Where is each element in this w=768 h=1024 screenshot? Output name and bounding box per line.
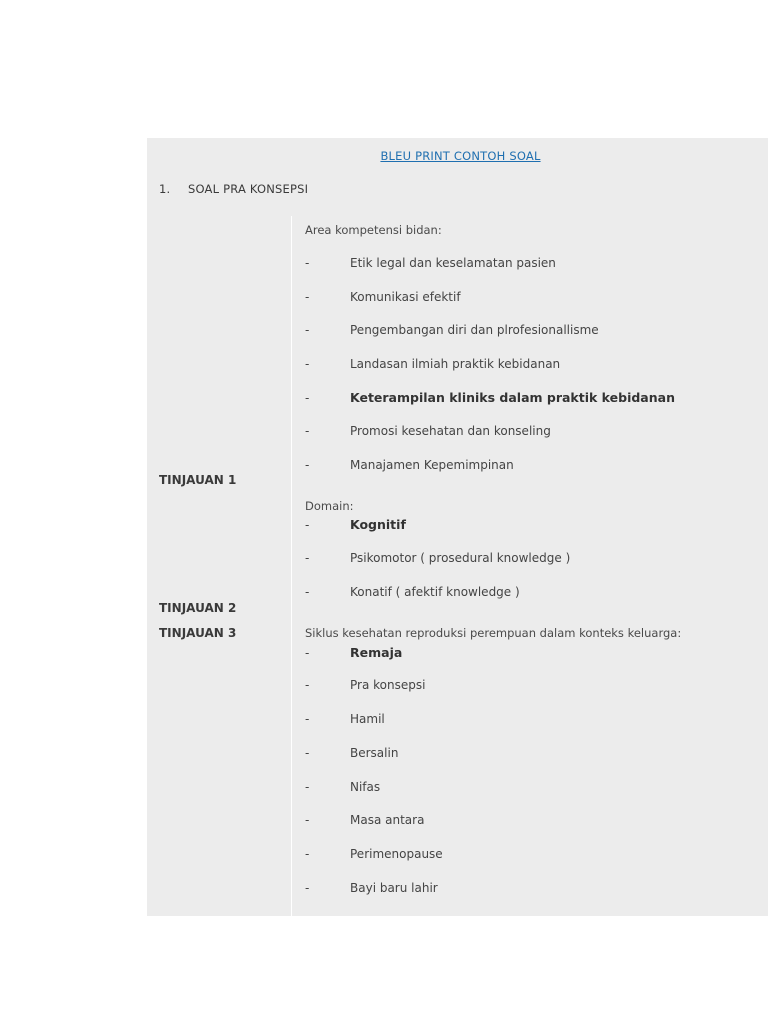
list-item: - Bersalin (305, 746, 399, 760)
list-item: - Remaja (305, 645, 403, 660)
area-kompetensi-label: Area kompetensi bidan: (305, 223, 442, 237)
section-number: 1. (159, 182, 171, 196)
list-item: - Pengembangan diri dan plrofesionallisme (305, 323, 599, 337)
list-item: - Etik legal dan keselamatan pasien (305, 256, 556, 270)
list-item: - Pra konsepsi (305, 678, 426, 692)
list-item: - Promosi kesehatan dan konseling (305, 424, 551, 438)
list-item: - Bayi baru lahir (305, 881, 438, 895)
list-item: - Komunikasi efektif (305, 290, 461, 304)
list-item: - Psikomotor ( prosedural knowledge ) (305, 551, 571, 565)
tinjauan-1-label: TINJAUAN 1 (159, 473, 237, 487)
list-item: - Keterampilan kliniks dalam praktik kebidanan (305, 390, 675, 405)
column-divider (291, 216, 292, 916)
list-item: - Hamil (305, 712, 385, 726)
list-item: - Konatif ( afektif knowledge ) (305, 585, 520, 599)
section-label: SOAL PRA KONSEPSI (188, 182, 309, 196)
section-heading (159, 182, 308, 196)
tinjauan-3-label: TINJAUAN 3 (159, 626, 237, 640)
document-panel (147, 138, 768, 916)
list-item: - Landasan ilmiah praktik kebidanan (305, 357, 561, 371)
list-item: - Masa antara (305, 813, 425, 827)
tinjauan-2-label: TINJAUAN 2 (159, 601, 237, 615)
document-title-link[interactable]: BLEU PRINT CONTOH SOAL (380, 149, 541, 163)
list-item: - Perimenopause (305, 847, 443, 861)
siklus-label: Siklus kesehatan reproduksi perempuan dalam konteks keluarga: (305, 626, 682, 640)
list-item: - Kognitif (305, 517, 406, 532)
list-item: - Nifas (305, 780, 381, 794)
list-item: - Manajamen Kepemimpinan (305, 458, 514, 472)
domain-label: Domain: (305, 499, 354, 513)
